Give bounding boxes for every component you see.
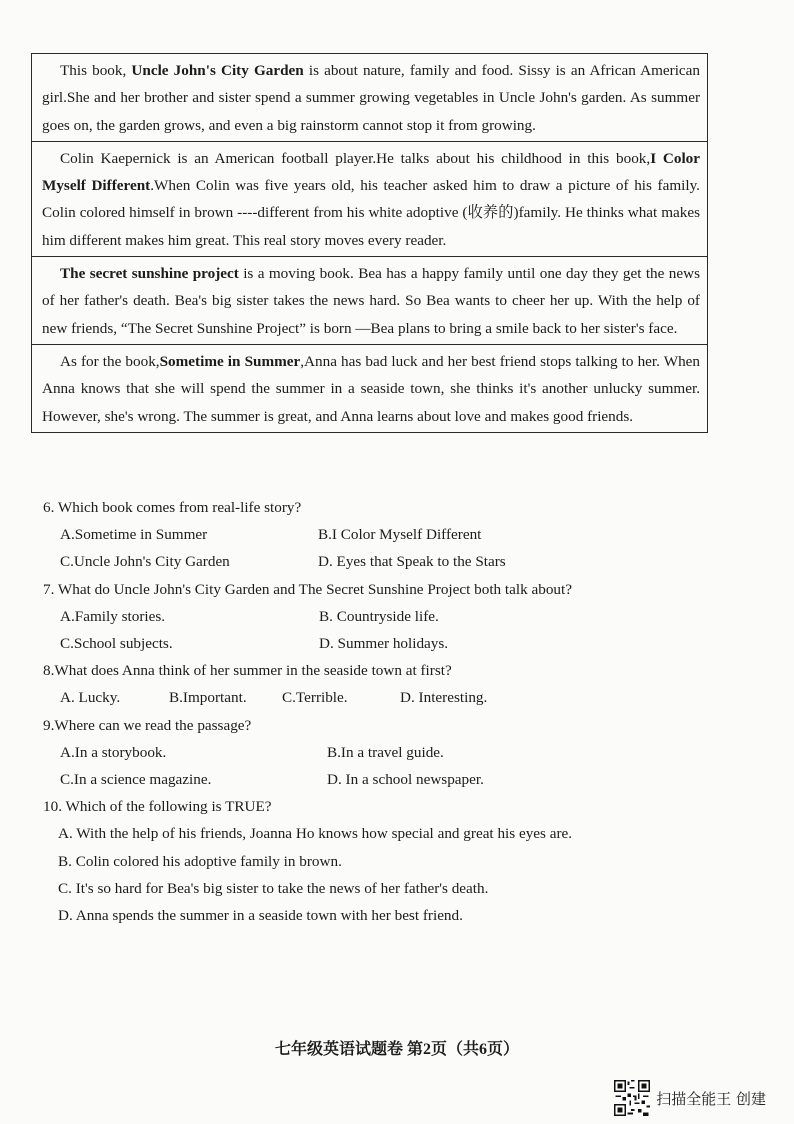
- option-b[interactable]: B.In a travel guide.: [327, 743, 444, 761]
- question-7-options-row-2: [43, 630, 723, 657]
- book-title: Uncle John's City Garden: [131, 62, 304, 79]
- option-d[interactable]: D. Anna spends the summer in a seaside town with her best friend.: [58, 906, 463, 924]
- passage-text: .When Colin was five years old, his teacher asked him to draw a picture of his family. Colin colored himself in brown ----different from his white adoptive (收养的)family. He thinks what makes him different makes him great. This real story moves every reader.: [42, 177, 700, 249]
- option-c[interactable]: C.School subjects.: [60, 634, 173, 652]
- option-c[interactable]: C.Terrible.: [282, 689, 348, 707]
- page-footer: 七年级英语试题卷 第2页（共6页）: [274, 1041, 519, 1058]
- option-a[interactable]: A. Lucky.: [60, 689, 121, 707]
- question-8-options-row: [43, 684, 723, 711]
- question-list: [43, 494, 723, 929]
- option-a[interactable]: A.In a storybook.: [60, 743, 167, 761]
- passage-text: Colin Kaepernick is an American football player.He talks about his childhood in this book,: [60, 149, 651, 167]
- option-b[interactable]: B. Countryside life.: [319, 607, 439, 625]
- question-7-options-row-1: [43, 603, 723, 630]
- qr-code-icon: [614, 1080, 650, 1116]
- option-a[interactable]: A.Family stories.: [60, 607, 166, 625]
- option-a[interactable]: A. With the help of his friends, Joanna Ho knows how special and great his eyes are.: [58, 825, 573, 843]
- question-9-options-row-2: [43, 766, 723, 793]
- passage-text: is about nature, family and food. Sissy is an African American girl.She and her brother and sister spend a summer growing vegetables in Uncle John's garden. As summer goes on, the garden grows, and even a big rainstorm cannot stop it from growing.: [42, 62, 700, 134]
- book-title: Sometime in Summer: [159, 352, 301, 370]
- option-b[interactable]: B.I Color Myself Different: [318, 526, 482, 544]
- passage-secret-sunshine-project: [32, 257, 707, 345]
- option-d[interactable]: D. Interesting.: [400, 689, 488, 707]
- reading-passages-box: [31, 53, 708, 433]
- option-c[interactable]: C. It's so hard for Bea's big sister to take the news of her father's death.: [58, 879, 489, 897]
- scanner-watermark: [614, 1080, 766, 1116]
- passage-sometime-in-summer: [32, 345, 707, 432]
- question-8-stem: 8.What does Anna think of her summer in the seaside town at first?: [43, 662, 452, 680]
- option-d[interactable]: D. Eyes that Speak to the Stars: [318, 553, 506, 571]
- question-10-option-a-row: [43, 820, 723, 847]
- passage-text: This book,: [60, 62, 132, 79]
- option-b[interactable]: B. Colin colored his adoptive family in brown.: [58, 852, 342, 870]
- option-a[interactable]: A.Sometime in Summer: [60, 526, 208, 544]
- question-10-option-b-row: [43, 848, 723, 875]
- passage-text: As for the book,: [60, 352, 160, 370]
- passage-i-color-myself-different: [32, 142, 707, 257]
- question-10-stem: 10. Which of the following is TRUE?: [43, 798, 272, 816]
- question-6-options-row-1: [43, 521, 723, 548]
- question-6-options-row-2: [43, 548, 723, 575]
- option-b[interactable]: B.Important.: [169, 689, 247, 707]
- option-c[interactable]: C.Uncle John's City Garden: [60, 553, 230, 571]
- question-10-option-d-row: [43, 902, 723, 929]
- option-d[interactable]: D. In a school newspaper.: [327, 770, 484, 788]
- question-10-option-c-row: [43, 875, 723, 902]
- question-6-stem: 6. Which book comes from real-life story?: [43, 499, 302, 516]
- watermark-text: 扫描全能王 创建: [656, 1089, 766, 1108]
- book-title: The secret sunshine project: [60, 265, 239, 283]
- question-7-stem: 7. What do Uncle John's City Garden and The Secret Sunshine Project both talk about?: [43, 580, 572, 598]
- option-c[interactable]: C.In a science magazine.: [60, 770, 212, 788]
- book-title: I Color Myself Different: [42, 149, 701, 195]
- passage-text: ,Anna has bad luck and her best friend stops talking to her. When Anna knows that she will spend the summer in a seaside town, she thinks it's another unlucky summer. However, she's wrong. The summer is great, and Anna learns about love and makes good friends.: [42, 352, 700, 425]
- passage-text: is a moving book. Bea has a happy family until one day they get the news of her father's death. Bea's big sister takes the news hard. So Bea wants to cheer her up. With the help of new friends, “The Secret Sunshine Project” is born —Bea plans to bring a smile back to her sister's face.: [42, 265, 700, 337]
- question-9-stem: 9.Where can we read the passage?: [43, 716, 252, 734]
- option-d[interactable]: D. Summer holidays.: [319, 634, 449, 652]
- passage-uncle-johns-city-garden: [32, 54, 707, 142]
- question-9-options-row-1: [43, 739, 723, 766]
